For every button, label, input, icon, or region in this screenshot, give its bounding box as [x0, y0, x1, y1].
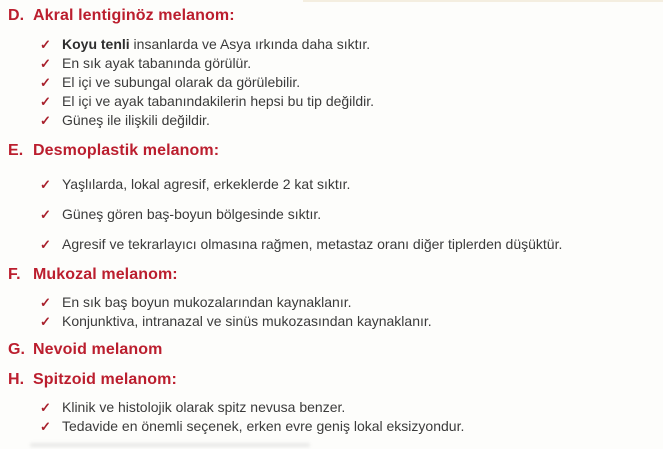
list-item: [40, 54, 653, 73]
section-letter: F.: [8, 266, 21, 283]
section-title: Spitzoid melanom:: [33, 371, 177, 388]
list-item-text: El içi ve ayak tabanındakilerin hepsi bu tip değildir.: [62, 93, 375, 109]
bullet-list: [8, 175, 653, 254]
list-item-text: En sık ayak tabanında görülür.: [62, 55, 252, 71]
bullet-list: [8, 293, 653, 331]
section-desmoplastik: [8, 141, 653, 254]
list-item-text: En sık baş boyun mukozalarından kaynaklanır.: [62, 294, 352, 310]
list-item-text: Klinik ve histolojik olarak spitz nevusa benzer.: [62, 399, 346, 415]
list-item-text: Yaşlılarda, lokal agresif, erkeklerde 2 kat sıktır.: [62, 176, 351, 192]
checkmark-icon: ✓: [40, 113, 51, 128]
section-heading: [8, 265, 653, 285]
list-item: [40, 111, 653, 130]
checkmark-icon: ✓: [40, 75, 51, 90]
section-mukozal: [8, 265, 653, 331]
checkmark-icon: ✓: [40, 94, 51, 109]
section-letter: E.: [8, 142, 24, 159]
list-item-text: Koyu tenli insanlarda ve Asya ırkında daha sıktır.: [62, 36, 371, 52]
checkmark-icon: ✓: [40, 56, 51, 71]
section-heading: [8, 6, 653, 26]
checkmark-icon: ✓: [40, 419, 51, 434]
list-item: [40, 312, 653, 331]
list-item: [40, 73, 653, 92]
cut-off-text-artifact: [30, 443, 310, 447]
checkmark-icon: ✓: [40, 295, 51, 310]
list-item-text: Güneş gören baş-boyun bölgesinde sıktır.: [62, 206, 322, 222]
section-title: Nevoid melanom: [33, 341, 163, 358]
section-letter: G.: [8, 341, 26, 358]
section-heading: [8, 340, 653, 360]
list-item-text: Güneş ile ilişkili değildir.: [62, 112, 210, 128]
section-heading: [8, 141, 653, 161]
list-item: [40, 175, 653, 194]
checkmark-icon: ✓: [40, 237, 51, 252]
section-title: Mukozal melanom:: [33, 266, 178, 283]
list-item: [40, 293, 653, 312]
list-item-text: Konjunktiva, intranazal ve sinüs mukozasından kaynaklanır.: [62, 313, 432, 329]
list-item: [40, 35, 653, 54]
section-letter: D.: [8, 7, 25, 24]
list-item: [40, 205, 653, 224]
list-item-text: El içi ve subungal olarak da görülebilir.: [62, 74, 301, 90]
section-nevoid: [8, 340, 653, 360]
section-akral-lentiginoz: [8, 6, 653, 130]
list-item-text: Agresif ve tekrarlayıcı olmasına rağmen, metastaz oranı diğer tiplerden düşüktür.: [62, 236, 563, 252]
list-item: [40, 417, 653, 436]
section-title: Akral lentiginöz melanom:: [33, 7, 235, 24]
list-item: [40, 235, 653, 254]
section-heading: [8, 370, 653, 390]
list-item: [40, 92, 653, 111]
checkmark-icon: ✓: [40, 400, 51, 415]
section-title: Desmoplastik melanom:: [33, 142, 220, 159]
checkmark-icon: ✓: [40, 177, 51, 192]
bullet-list: [8, 35, 653, 130]
checkmark-icon: ✓: [40, 314, 51, 329]
section-spitzoid: [8, 370, 653, 436]
list-item: [40, 398, 653, 417]
list-item-text: Tedavide en önemli seçenek, erken evre geniş lokal eksizyondur.: [62, 418, 465, 434]
bullet-list: [8, 398, 653, 436]
checkmark-icon: ✓: [40, 207, 51, 222]
checkmark-icon: ✓: [40, 37, 51, 52]
section-letter: H.: [8, 371, 25, 388]
